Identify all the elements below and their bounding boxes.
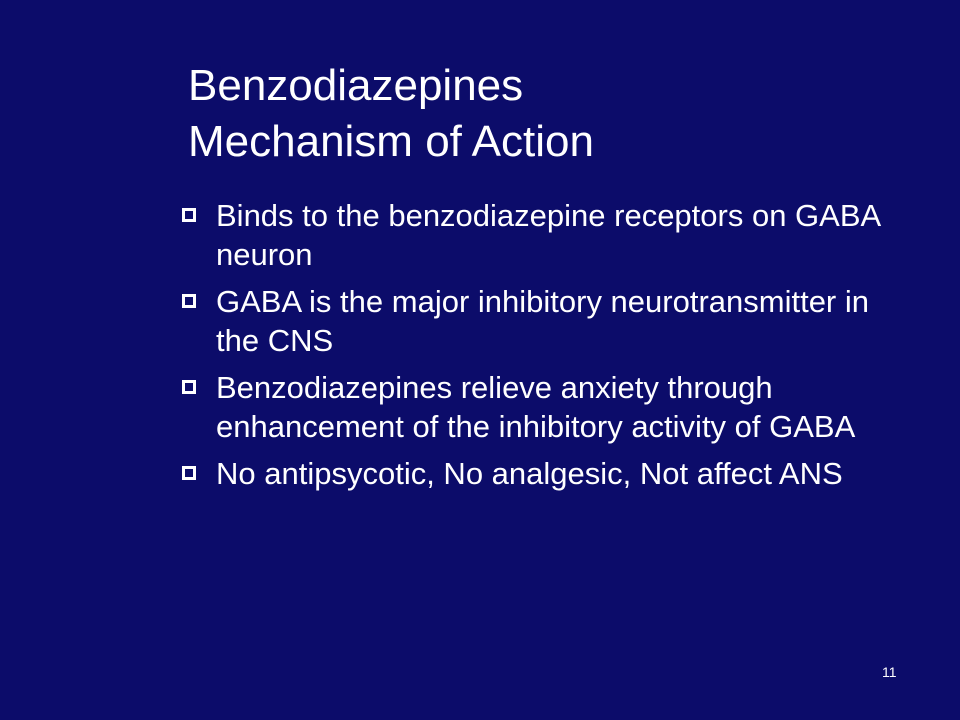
- title-line-2: Mechanism of Action: [188, 117, 594, 166]
- bullet-item: [178, 454, 898, 493]
- title-line-1: Benzodiazepines: [188, 61, 524, 110]
- bullet-item: [178, 282, 898, 360]
- slide-title: [188, 58, 908, 170]
- hollow-square-icon: [182, 380, 196, 394]
- bullet-text: Binds to the benzodiazepine receptors on GABA neuron: [216, 198, 880, 272]
- bullet-text: Benzodiazepines relieve anxiety through enhancement of the inhibitory activity of GABA: [216, 370, 856, 444]
- bullet-item: [178, 368, 898, 446]
- hollow-square-icon: [182, 294, 196, 308]
- hollow-square-icon: [182, 208, 196, 222]
- bullet-text: GABA is the major inhibitory neurotransmitter in the CNS: [216, 284, 869, 358]
- page-number: 11: [882, 664, 897, 680]
- bullet-text: No antipsycotic, No analgesic, Not affect ANS: [216, 456, 843, 491]
- bullet-item: [178, 196, 898, 274]
- bullet-list: [178, 196, 898, 501]
- hollow-square-icon: [182, 466, 196, 480]
